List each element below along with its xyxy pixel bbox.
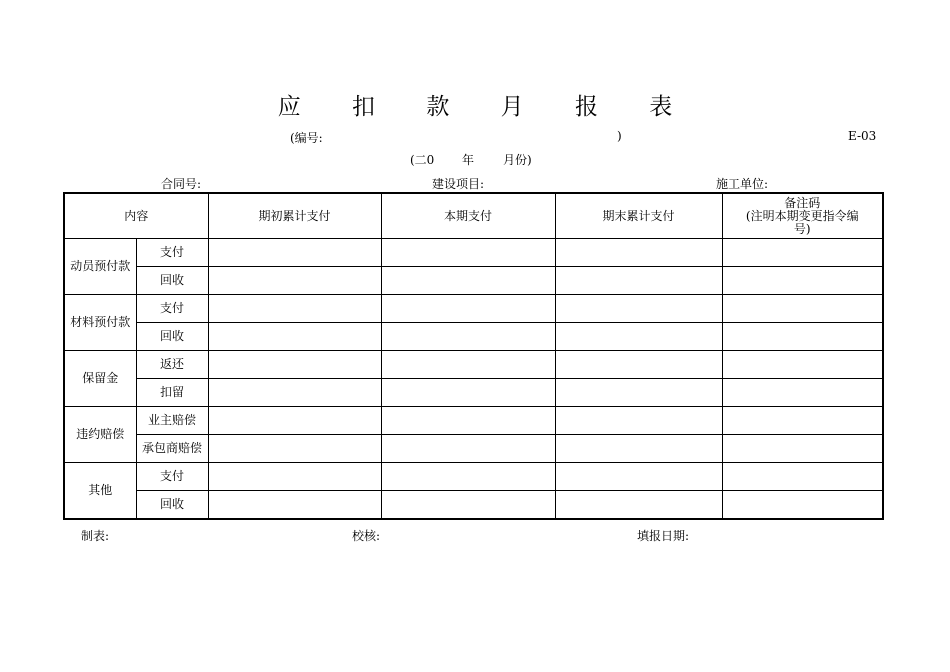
opening-cell[interactable]: [208, 379, 381, 407]
table-row: [64, 323, 883, 351]
checked-by-label: 校核:: [352, 529, 381, 543]
table-header-row: [64, 193, 883, 239]
current-cell[interactable]: [381, 295, 555, 323]
project-label: 建设项目:: [432, 177, 485, 191]
serial-number-close: ): [617, 129, 622, 143]
closing-cell[interactable]: [555, 407, 722, 435]
group-label: 动员预付款: [64, 239, 136, 295]
deduction-table: [63, 192, 884, 520]
current-cell[interactable]: [381, 407, 555, 435]
remark-cell[interactable]: [722, 407, 883, 435]
table-row: [64, 379, 883, 407]
item-label: 返还: [136, 351, 208, 379]
header-remark-line1: 备注码: [784, 195, 821, 210]
opening-cell[interactable]: [208, 239, 381, 267]
remark-cell[interactable]: [722, 379, 883, 407]
contract-number-label: 合同号:: [161, 177, 202, 191]
header-opening-cumulative: 期初累计支付: [208, 193, 381, 239]
prepared-by-label: 制表:: [81, 529, 110, 543]
remark-cell[interactable]: [722, 239, 883, 267]
header-content: 内容: [64, 193, 208, 239]
opening-cell[interactable]: [208, 407, 381, 435]
group-label: 材料预付款: [64, 295, 136, 351]
item-label: 回收: [136, 267, 208, 295]
current-cell[interactable]: [381, 491, 555, 520]
table-row: [64, 239, 883, 267]
header-current-payment: 本期支付: [381, 193, 555, 239]
item-label: 支付: [136, 463, 208, 491]
opening-cell[interactable]: [208, 267, 381, 295]
table-row: [64, 435, 883, 463]
table-row: [64, 295, 883, 323]
header-remark: [722, 193, 883, 239]
current-cell[interactable]: [381, 379, 555, 407]
remark-cell[interactable]: [722, 351, 883, 379]
closing-cell[interactable]: [555, 435, 722, 463]
item-label: 业主赔偿: [136, 407, 208, 435]
opening-cell[interactable]: [208, 351, 381, 379]
page-title: 应 扣 款 月 报 表: [277, 94, 695, 120]
report-date-label: 填报日期:: [637, 529, 690, 543]
item-label: 扣留: [136, 379, 208, 407]
current-cell[interactable]: [381, 239, 555, 267]
current-cell[interactable]: [381, 463, 555, 491]
closing-cell[interactable]: [555, 295, 722, 323]
opening-cell[interactable]: [208, 463, 381, 491]
form-code: E-03: [848, 129, 877, 143]
table-row: [64, 491, 883, 520]
group-label: 违约赔偿: [64, 407, 136, 463]
table-row: [64, 463, 883, 491]
table-row: [64, 407, 883, 435]
item-label: 承包商赔偿: [136, 435, 208, 463]
serial-number-label: (编号:: [290, 131, 323, 145]
closing-cell[interactable]: [555, 239, 722, 267]
remark-cell[interactable]: [722, 267, 883, 295]
group-label: 保留金: [64, 351, 136, 407]
closing-cell[interactable]: [555, 267, 722, 295]
current-cell[interactable]: [381, 323, 555, 351]
contractor-label: 施工单位:: [716, 177, 769, 191]
header-remark-line3: 号): [793, 221, 811, 236]
current-cell[interactable]: [381, 351, 555, 379]
period-prefix: (二0: [410, 153, 435, 167]
group-label: 其他: [64, 463, 136, 520]
opening-cell[interactable]: [208, 435, 381, 463]
remark-cell[interactable]: [722, 463, 883, 491]
closing-cell[interactable]: [555, 491, 722, 520]
opening-cell[interactable]: [208, 295, 381, 323]
closing-cell[interactable]: [555, 323, 722, 351]
remark-cell[interactable]: [722, 295, 883, 323]
table-row: [64, 351, 883, 379]
item-label: 支付: [136, 239, 208, 267]
period-year: 年: [462, 153, 475, 167]
opening-cell[interactable]: [208, 323, 381, 351]
closing-cell[interactable]: [555, 351, 722, 379]
opening-cell[interactable]: [208, 491, 381, 520]
closing-cell[interactable]: [555, 463, 722, 491]
remark-cell[interactable]: [722, 323, 883, 351]
item-label: 回收: [136, 491, 208, 520]
remark-cell[interactable]: [722, 491, 883, 520]
item-label: 回收: [136, 323, 208, 351]
header-closing-cumulative: 期末累计支付: [555, 193, 722, 239]
remark-cell[interactable]: [722, 435, 883, 463]
header-remark-line2: (注明本期变更指令编: [745, 208, 859, 223]
period-month: 月份): [503, 153, 532, 167]
item-label: 支付: [136, 295, 208, 323]
table-row: [64, 267, 883, 295]
current-cell[interactable]: [381, 435, 555, 463]
current-cell[interactable]: [381, 267, 555, 295]
closing-cell[interactable]: [555, 379, 722, 407]
